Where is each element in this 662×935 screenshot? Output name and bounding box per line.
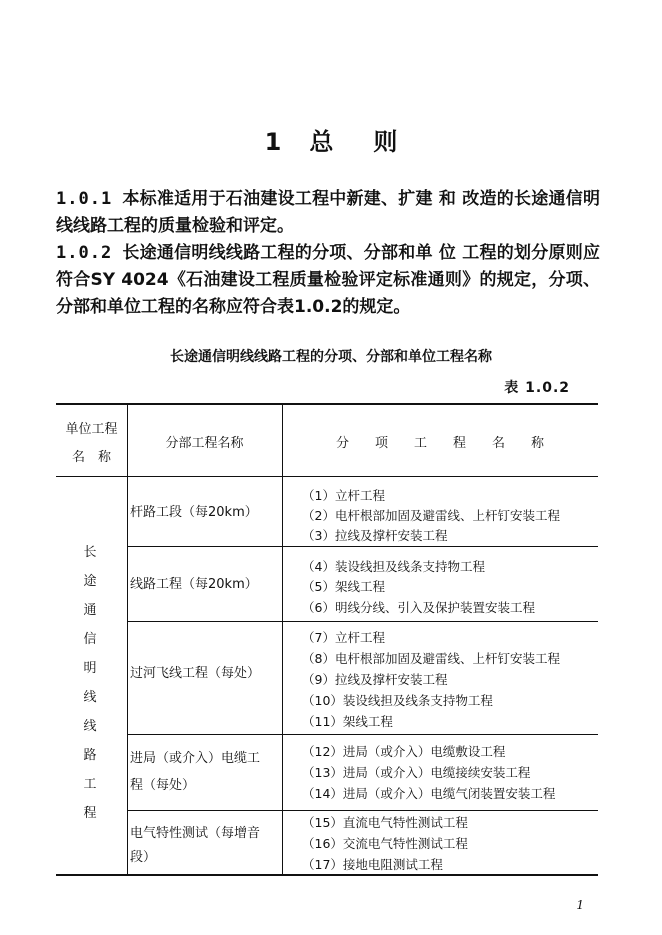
- table-caption: 长途通信明线线路工程的分项、分部和单位工程名称: [170, 349, 492, 365]
- item-row: （15）直流电气特性测试工程: [302, 815, 468, 830]
- paragraph-1-0-1: [56, 186, 600, 240]
- col-divider-2: [282, 405, 283, 874]
- part-name-river-crossing: 过河飞线工程（每处）: [130, 666, 261, 681]
- chapter-title-char-1: 总: [309, 128, 334, 156]
- chapter-number: 1: [264, 128, 282, 156]
- header-unit-line1: 单位工程: [65, 422, 118, 437]
- unit-name-char: 程: [83, 806, 97, 821]
- header-part: 分部工程名称: [165, 436, 244, 451]
- chapter-title-char-2: 则: [373, 128, 398, 156]
- col-divider-1: [127, 405, 128, 874]
- clause-number: 1.0.1: [56, 189, 113, 209]
- unit-name-char: 线: [83, 719, 97, 734]
- item-row: （1）立杆工程: [302, 488, 385, 503]
- item-row: （16）交流电气特性测试工程: [302, 836, 468, 851]
- unit-name-char: 通: [83, 603, 97, 618]
- item-row: （17）接地电阻测试工程: [302, 857, 443, 872]
- row-divider-4: [127, 810, 598, 811]
- unit-name-char: 线: [83, 690, 97, 705]
- row-divider-1: [127, 546, 598, 547]
- header-item: 分 项 工 程 名 称: [335, 436, 544, 451]
- item-row: （5）架线工程: [302, 579, 385, 594]
- clause-text: 长途通信明线线路工程的分项、分部和单 位 工程的划分原则应符合SY 4024《石油建设工程质量检验评定标准通则》的规定，分项、分部和单位工程的名称应符合表1.0.2的规定。: [56, 243, 600, 317]
- header-unit-line2: 名 称: [71, 450, 111, 465]
- item-row: （12）进局（或介入）电缆敷设工程: [302, 744, 506, 759]
- part-name-cable-entry-line2: 程（每处）: [130, 778, 196, 793]
- paragraph-1-0-2: [56, 240, 600, 321]
- item-row: （11）架线工程: [302, 714, 393, 729]
- header-bottom-rule: [56, 476, 598, 477]
- unit-name-char: 长: [83, 545, 97, 560]
- item-row: （8）电杆根部加固及避雷线、上杆钉安装工程: [302, 651, 560, 666]
- clause-number: 1.0.2: [56, 243, 113, 263]
- unit-name-char: 途: [83, 574, 97, 589]
- part-name-electrical-test-line1: 电气特性测试（每增音: [130, 826, 261, 841]
- chapter-title: [0, 122, 662, 157]
- table-number: 表 1.0.2: [504, 380, 570, 396]
- unit-name-char: 路: [83, 748, 97, 763]
- item-row: （10）装设线担及线条支持物工程: [302, 693, 493, 708]
- item-row: （9）拉线及撑杆安装工程: [302, 672, 448, 687]
- row-divider-2: [127, 621, 598, 622]
- item-row: （14）进局（或介入）电缆气闭装置安装工程: [302, 786, 556, 801]
- row-divider-3: [127, 734, 598, 735]
- unit-name-char: 工: [83, 777, 97, 792]
- item-row: （3）拉线及撑杆安装工程: [302, 528, 448, 543]
- clause-text: 本标准适用于石油建设工程中新建、扩建 和 改造的长途通信明线线路工程的质量检验和评定。: [56, 189, 600, 236]
- item-row: （7）立杆工程: [302, 630, 385, 645]
- item-row: （2）电杆根部加固及避雷线、上杆钉安装工程: [302, 508, 560, 523]
- table-bottom-rule: [56, 874, 598, 876]
- part-name-pole-line: 杆路工段（每20km）: [130, 505, 258, 520]
- page-number: 1: [576, 898, 584, 912]
- item-row: （13）进局（或介入）电缆接续安装工程: [302, 765, 531, 780]
- item-row: （6）明线分线、引入及保护装置安装工程: [302, 600, 535, 615]
- item-row: （4）装设线担及线条支持物工程: [302, 559, 485, 574]
- part-name-cable-entry-line1: 进局（或介入）电缆工: [130, 751, 261, 766]
- part-name-line-work: 线路工程（每20km）: [130, 577, 258, 592]
- part-name-electrical-test-line2: 段）: [130, 850, 157, 865]
- unit-name-char: 明: [83, 661, 97, 676]
- unit-name-char: 信: [83, 632, 97, 647]
- table-top-rule: [56, 403, 598, 405]
